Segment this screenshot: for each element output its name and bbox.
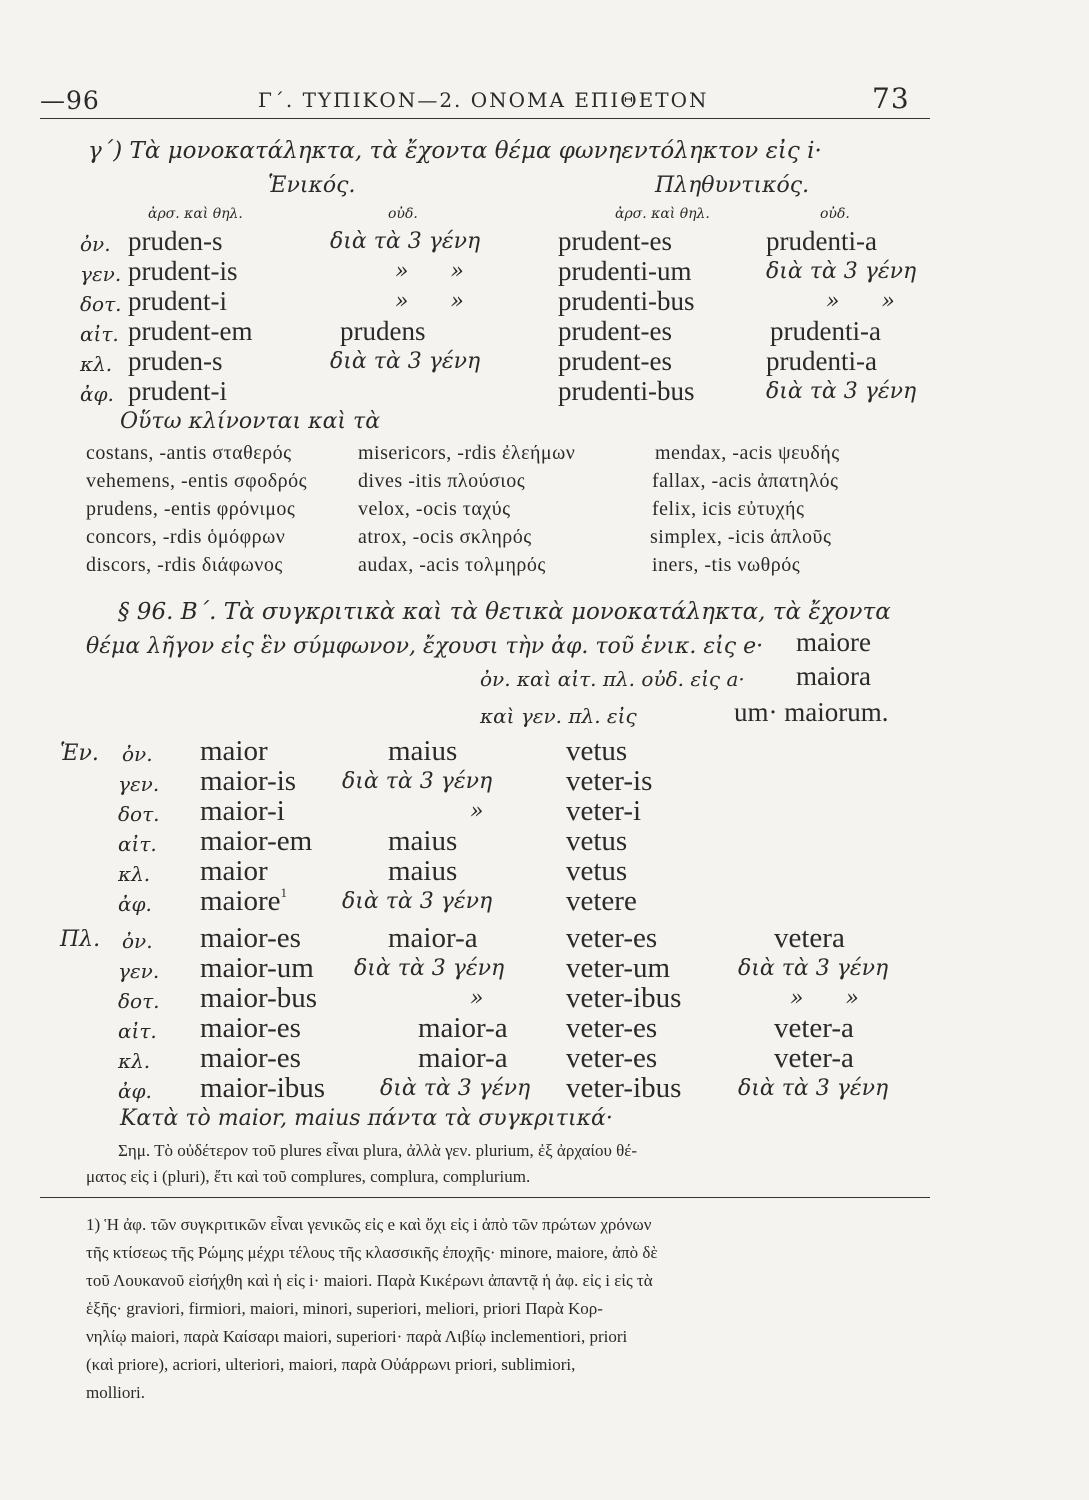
sg-neuter: prudens: [340, 316, 426, 346]
vetus-form: veter-is: [566, 765, 653, 797]
sg-form: prudent-is: [128, 256, 238, 286]
pl-form: prudent-es: [558, 346, 672, 376]
maior-form: maior-es: [200, 922, 301, 954]
section-96-line1: § 96. Β΄. Τὰ συγκριτικὰ καὶ τὰ θετικὰ μονοκατάληκτα, τὰ ἔχοντα: [118, 599, 891, 625]
vetus-neuter: διὰ τὰ 3 γένη: [738, 1076, 889, 1101]
case-label: αἰτ.: [118, 1019, 157, 1043]
col-head-3: ἀρσ. καὶ θηλ.: [615, 206, 710, 222]
declined-like-heading: Οὕτω κλίνονται καὶ τὰ: [120, 409, 381, 434]
maius-form: maior-a: [388, 922, 478, 954]
comparatives-summary: Κατὰ τὸ maior, maius πάντα τὰ συγκριτικά·: [120, 1106, 613, 1131]
vetus-form: vetus: [566, 825, 628, 857]
pl-neuter: prudenti-a: [766, 226, 877, 256]
page-number: 73: [872, 82, 910, 115]
section-96-line2: θέμα λῆγον εἰς ἓν σύμφωνον, ἔχουσι τὴν ἀφ. τοῦ ἑνικ. εἰς e·: [86, 634, 764, 659]
footnote-mark: 1: [280, 885, 288, 900]
maiore-text: maiore: [200, 885, 281, 917]
case-label: ἀφ.: [118, 1079, 152, 1103]
maior-form: maior-ibus: [200, 1072, 326, 1104]
maior-form: maior-es: [200, 1042, 301, 1074]
col-head-2: οὐδ.: [388, 206, 418, 222]
maior-form: maior-em: [200, 825, 313, 857]
footnote-line: molliori.: [86, 1383, 146, 1402]
section-96-maiore: maiore: [796, 627, 871, 657]
sg-neuter: διὰ τὰ 3 γένη: [330, 229, 481, 254]
case-label: γεν.: [118, 959, 160, 983]
section-96-maiora: maiora: [796, 661, 871, 691]
section-gamma-intro: γ΄) Τὰ μονοκατάληκτα, τὰ ἔχοντα θέμα φωνηεντόληκτον εἰς i·: [88, 138, 822, 164]
list-item: vehemens, -entis σφοδρός: [86, 470, 308, 492]
maior-form: [200, 885, 287, 918]
col-head-1: ἀρσ. καὶ θηλ.: [148, 206, 243, 222]
list-item: concors, -rdis ὁμόφρων: [86, 526, 286, 548]
vetus-neuter: veter-a: [774, 1042, 854, 1074]
maius-form: »: [470, 799, 484, 824]
vetus-form: veter-i: [566, 795, 642, 827]
vetus-neuter: » »: [790, 986, 859, 1011]
case-label: γεν.: [118, 772, 160, 796]
sg-form: prudent-em: [128, 316, 253, 346]
list-item: prudens, -entis φρόνιμος: [86, 498, 296, 520]
list-item: misericors, -rdis ἐλεήμων: [358, 442, 576, 464]
vetus-neuter: διὰ τὰ 3 γένη: [738, 956, 889, 981]
pl-form: prudent-es: [558, 226, 672, 256]
maius-form: διὰ τὰ 3 γένη: [354, 956, 505, 981]
singular-label: Ἑνικός.: [268, 173, 356, 198]
case-label: κλ.: [118, 862, 151, 886]
maius-form: maior-a: [418, 1012, 508, 1044]
singular-number-label: Ἑν.: [60, 741, 99, 766]
vetus-form: veter-ibus: [566, 1072, 682, 1104]
vetus-neuter: veter-a: [774, 1012, 854, 1044]
maior-form: maior: [200, 855, 268, 887]
footnote-line: (καὶ priore), acriori, ulteriori, maiori, παρὰ Οὐάρρωνι priori, sublimiori,: [86, 1355, 576, 1374]
maius-form: maius: [388, 825, 458, 857]
case-label: κλ.: [80, 352, 113, 376]
col-head-4: οὐδ.: [820, 206, 850, 222]
plural-label: Πληθυντικός.: [655, 173, 810, 198]
sg-form: pruden-s: [128, 226, 223, 256]
vetus-form: veter-um: [566, 952, 671, 984]
footnote-line: τοῦ Λουκανοῦ εἰσήχθη καὶ ἡ εἰς i· maiori. Παρὰ Κικέρωνι ἀπαντᾷ ἡ ἀφ. εἰς i εἰς τὰ: [86, 1271, 653, 1290]
note-line-1: Σημ. Τὸ οὐδέτερον τοῦ plures εἶναι plura, ἀλλὰ γεν. plurium, ἐξ ἀρχαίου θέ-: [118, 1141, 638, 1160]
maius-form: maius: [388, 855, 458, 887]
pl-neuter: » »: [826, 289, 895, 314]
list-item: costans, -antis σταθερός: [86, 442, 292, 464]
pl-neuter: διὰ τὰ 3 γένη: [766, 259, 917, 284]
list-item: mendax, -acis ψευδής: [655, 442, 840, 464]
vetus-form: vetere: [566, 885, 637, 917]
pl-form: prudenti-bus: [558, 376, 695, 406]
maior-form: maior-is: [200, 765, 297, 797]
note-line-2: ματος εἰς i (pluri), ἔτι καὶ τοῦ complures, complura, complurium.: [86, 1167, 531, 1186]
vetus-neuter: vetera: [774, 922, 845, 954]
list-item: dives -itis πλούσιος: [358, 470, 526, 492]
case-label: κλ.: [118, 1049, 151, 1073]
list-item: fallax, -acis ἀπατηλός: [652, 470, 839, 492]
sg-form: prudent-i: [128, 376, 227, 406]
sg-neuter: » »: [395, 289, 464, 314]
maior-form: maior-bus: [200, 982, 318, 1014]
maius-form: maior-a: [418, 1042, 508, 1074]
sg-form: prudent-i: [128, 286, 227, 316]
list-item: felix, icis εὐτυχής: [652, 498, 805, 520]
maior-form: maior-um: [200, 952, 314, 984]
case-label: ἀφ.: [118, 892, 152, 916]
list-item: discors, -rdis διάφωνος: [86, 554, 283, 576]
list-item: atrox, -ocis σκληρός: [358, 526, 532, 548]
vetus-form: veter-es: [566, 1012, 658, 1044]
vetus-form: vetus: [566, 735, 628, 767]
maius-form: »: [470, 986, 484, 1011]
sg-form: pruden-s: [128, 346, 223, 376]
header-left: —96: [40, 86, 100, 115]
section-96-line3: ὀν. καὶ αἰτ. πλ. οὐδ. εἰς a·: [480, 667, 745, 691]
case-label: γεν.: [80, 262, 122, 286]
vetus-form: vetus: [566, 855, 628, 887]
pl-neuter: prudenti-a: [770, 316, 881, 346]
pl-form: prudenti-bus: [558, 286, 695, 316]
footnote-line: τῆς κτίσεως τῆς Ρώμης μέχρι τέλους τῆς κλασσικῆς ἐποχῆς· minore, maiore, ἀπὸ δὲ: [86, 1243, 658, 1262]
section-96-line4: καὶ γεν. πλ. εἰς: [480, 704, 637, 728]
maius-form: διὰ τὰ 3 γένη: [342, 769, 493, 794]
footnote-rule: [40, 1197, 930, 1198]
case-label: δοτ.: [118, 989, 160, 1013]
maius-form: διὰ τὰ 3 γένη: [380, 1076, 531, 1101]
list-item: iners, -tis νωθρός: [652, 554, 801, 576]
section-96-maiorum: um· maiorum.: [734, 697, 889, 727]
pl-form: prudent-es: [558, 316, 672, 346]
footnote-line: ἑξῆς· graviori, firmiori, maiori, minori, superiori, meliori, priori Παρὰ Κορ-: [86, 1299, 603, 1318]
vetus-form: veter-ibus: [566, 982, 682, 1014]
maior-form: maior: [200, 735, 268, 767]
maior-form: maior-es: [200, 1012, 301, 1044]
pl-form: prudenti-um: [558, 256, 692, 286]
pl-neuter: διὰ τὰ 3 γένη: [766, 379, 917, 404]
case-label: αἰτ.: [118, 832, 157, 856]
maius-form: maius: [388, 735, 458, 767]
vetus-form: veter-es: [566, 922, 658, 954]
case-label: ἀφ.: [80, 382, 114, 406]
list-item: audax, -acis τολμηρός: [358, 554, 546, 576]
maius-form: διὰ τὰ 3 γένη: [342, 889, 493, 914]
footnote-line: 1) Ἡ ἀφ. τῶν συγκριτικῶν εἶναι γενικῶς εἰς e καὶ ὄχι εἰς i ἀπὸ τῶν πρώτων χρόνων: [86, 1215, 652, 1234]
running-title: Γ΄. ΤΥΠΙΚΟΝ—2. ΟΝΟΜΑ ΕΠΙΘΕΤΟΝ: [258, 88, 709, 112]
list-item: velox, -ocis ταχύς: [358, 498, 511, 520]
footnote-line: νηλίῳ maiori, παρὰ Καίσαρι maiori, superiori· παρὰ Λιβίῳ inclementiori, priori: [86, 1327, 628, 1346]
case-label: ὀν.: [122, 929, 153, 953]
pl-neuter: prudenti-a: [766, 346, 877, 376]
sg-neuter: διὰ τὰ 3 γένη: [330, 349, 481, 374]
case-label: αἰτ.: [80, 322, 119, 346]
case-label: ὀν.: [122, 742, 153, 766]
case-label: ὀν.: [80, 232, 111, 256]
vetus-form: veter-es: [566, 1042, 658, 1074]
plural-number-label: Πλ.: [60, 927, 101, 952]
sg-neuter: » »: [395, 259, 464, 284]
case-label: δοτ.: [118, 802, 160, 826]
maior-form: maior-i: [200, 795, 285, 827]
list-item: simplex, -icis ἁπλοῦς: [650, 526, 832, 548]
header-rule: [40, 118, 930, 119]
case-label: δοτ.: [80, 292, 122, 316]
